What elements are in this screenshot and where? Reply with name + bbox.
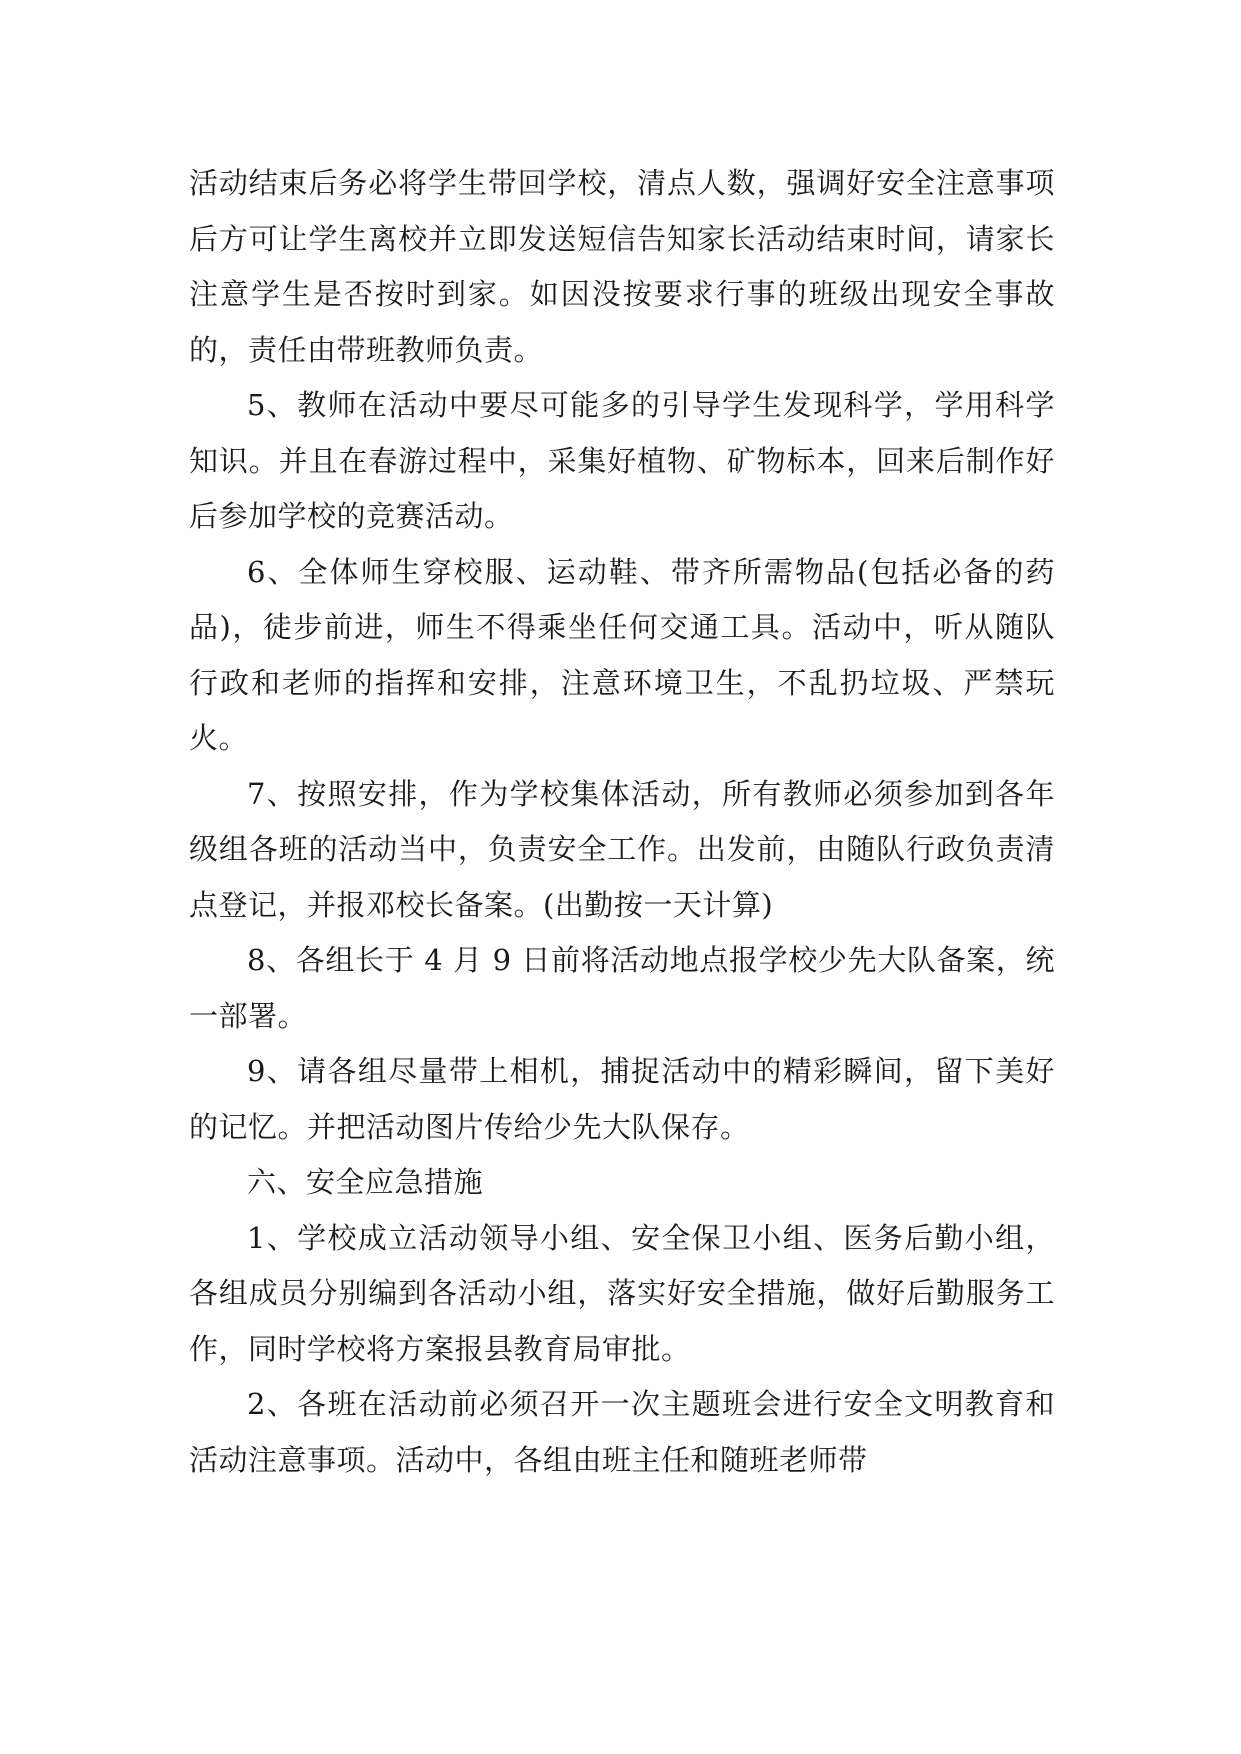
paragraph-item-7: 7、按照安排，作为学校集体活动，所有教师必须参加到各年级组各班的活动当中，负责安全工作。出发前，由随队行政负责清点登记，并报邓校长备案。(出勤按一天计算) xyxy=(189,776,1055,922)
paragraph-continuation: 活动结束后务必将学生带回学校，清点人数，强调好安全注意事项后方可让学生离校并立即发送短信告知家长活动结束时间，请家长注意学生是否按时到家。如因没按要求行事的班级出现安全事故的，责任由带班教师负责。 xyxy=(189,166,1055,367)
paragraph-item-8: 8、各组长于 4 月 9 日前将活动地点报学校少先大队备案，统一部署。 xyxy=(189,943,1055,1033)
paragraph-safety-1: 1、学校成立活动领导小组、安全保卫小组、医务后勤小组，各组成员分别编到各活动小组，落实好安全措施，做好后勤服务工作，同时学校将方案报县教育局审批。 xyxy=(189,1220,1055,1366)
paragraph-item-6: 6、全体师生穿校服、运动鞋、带齐所需物品(包括必备的药品)，徒步前进，师生不得乘坐任何交通工具。活动中，听从随队行政和老师的指挥和安排，注意环境卫生，不乱扔垃圾、严禁玩火。 xyxy=(189,554,1055,755)
section-heading-safety-measures: 六、安全应急措施 xyxy=(247,1165,484,1199)
paragraph-item-9: 9、请各组尽量带上相机，捕捉活动中的精彩瞬间，留下美好的记忆。并把活动图片传给少先大队保存。 xyxy=(189,1054,1055,1144)
paragraph-safety-2: 2、各班在活动前必须召开一次主题班会进行安全文明教育和活动注意事项。活动中，各组由班主任和随班老师带 xyxy=(189,1387,1055,1477)
document-body xyxy=(189,156,1055,1488)
paragraph-item-5: 5、教师在活动中要尽可能多的引导学生发现科学，学用科学知识。并且在春游过程中，采集好植物、矿物标本，回来后制作好后参加学校的竞赛活动。 xyxy=(189,388,1055,533)
